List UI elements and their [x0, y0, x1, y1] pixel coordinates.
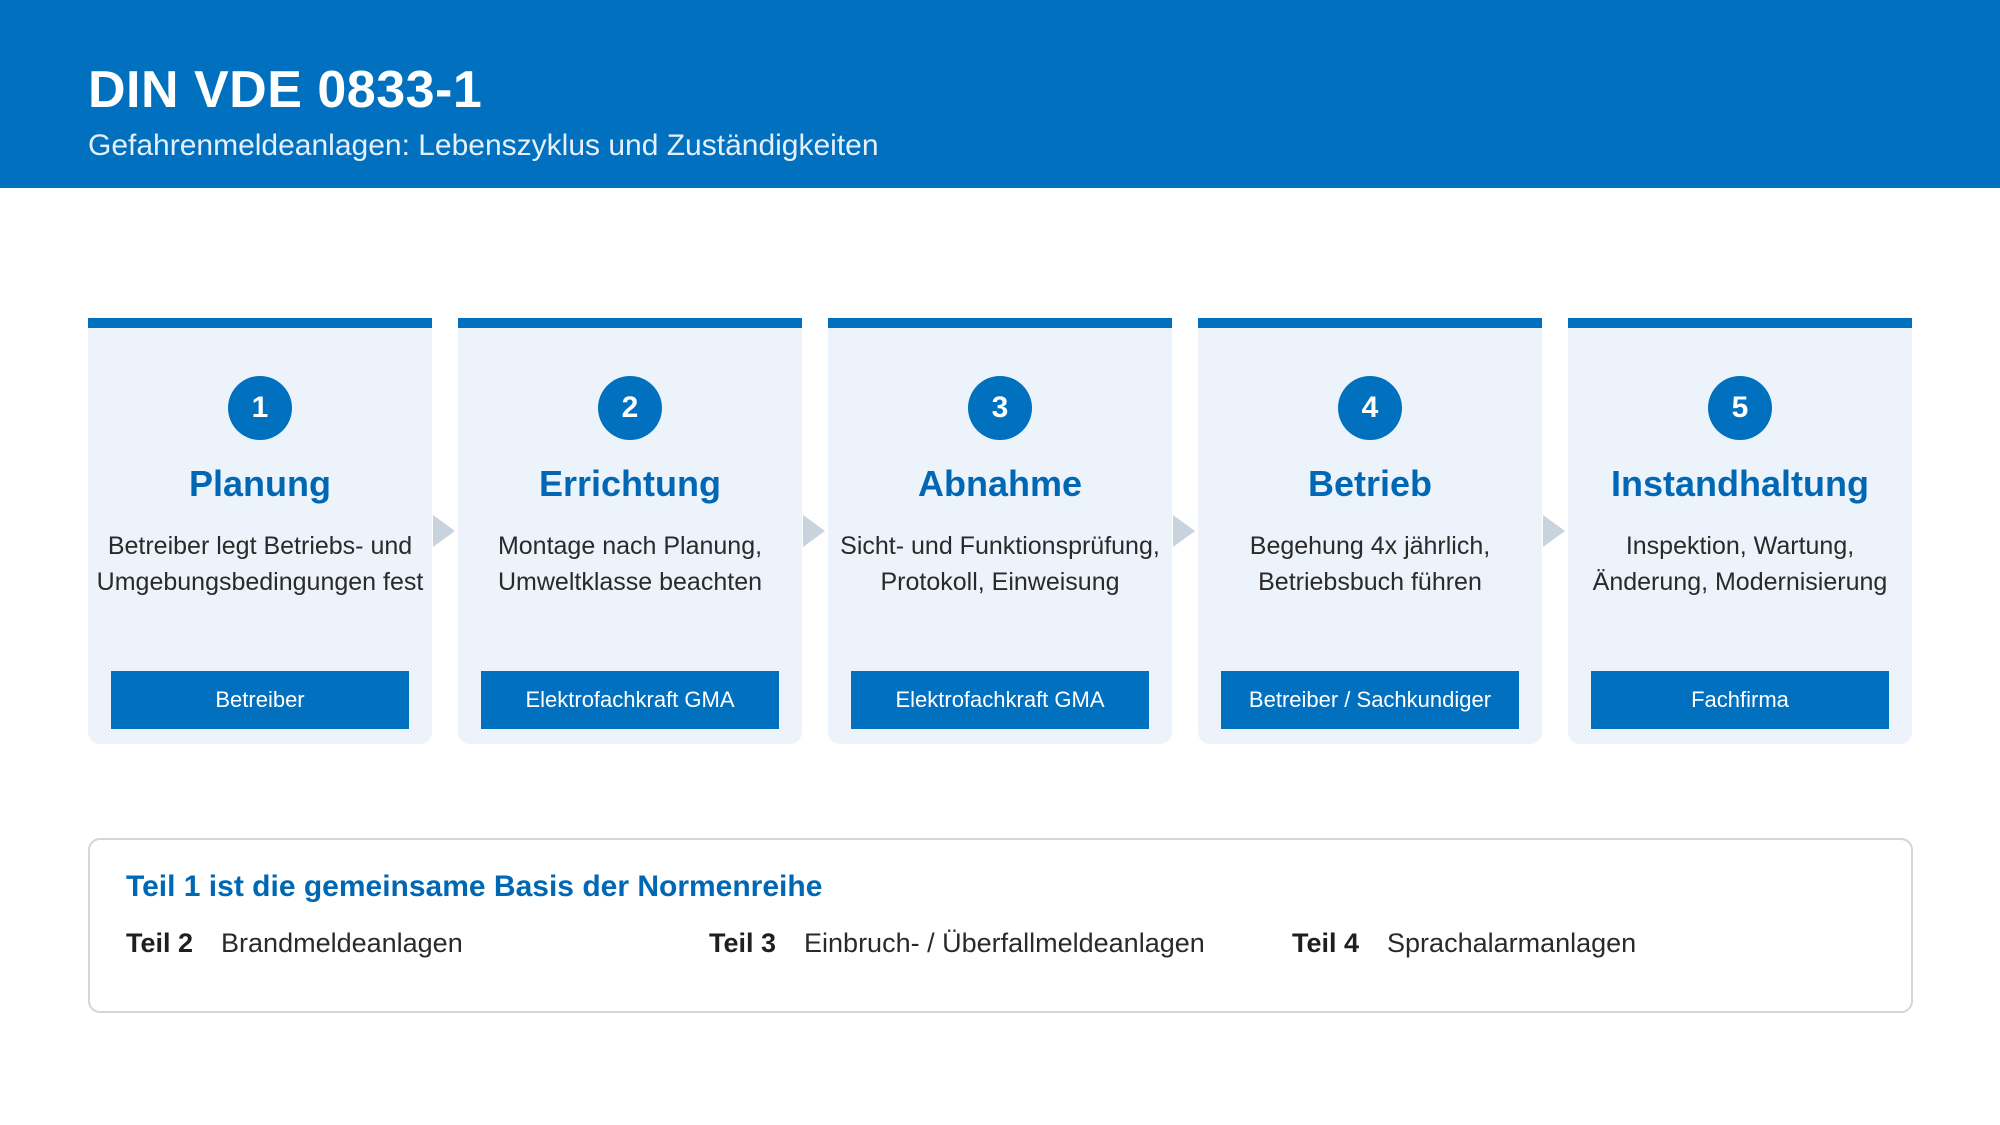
role-button-betreiber-sachkundiger[interactable]: Betreiber / Sachkundiger [1221, 671, 1519, 729]
step-card-errichtung [458, 318, 802, 744]
step-card-abnahme [828, 318, 1172, 744]
step-description [1572, 528, 1908, 600]
step-title: Errichtung [538, 463, 721, 504]
step-number-badge: 5 [1708, 376, 1772, 440]
step-number-badge: 1 [228, 376, 292, 440]
step-card-planung [88, 318, 432, 744]
step-title: Planung [189, 463, 331, 504]
step-number-badge: 4 [1338, 376, 1402, 440]
page-subtitle: Gefahrenmeldeanlagen: Lebenszyklus und Zuständigkeiten [88, 129, 879, 162]
step-description-line: Protokoll, Einweisung [880, 568, 1120, 596]
part-number: Teil 4 [1292, 928, 1360, 958]
part-item [1292, 928, 1636, 959]
step-description-line: Sicht- und Funktionsprüfung, [840, 532, 1160, 560]
role-button-fachfirma[interactable]: Fachfirma [1591, 671, 1889, 729]
step-card-betrieb [1198, 318, 1542, 744]
step-number-badge: 3 [968, 376, 1032, 440]
page-title: DIN VDE 0833-1 [88, 61, 483, 119]
role-button-elektrofachkraft[interactable]: Elektrofachkraft GMA [851, 671, 1149, 729]
step-description [92, 528, 428, 600]
page-header [0, 0, 2000, 188]
step-description-line: Inspektion, Wartung, [1625, 532, 1855, 560]
flow-arrow-icon [803, 515, 825, 547]
step-description-line: Begehung 4x jährlich, [1249, 532, 1491, 560]
step-title: Abnahme [917, 463, 1083, 504]
step-description [462, 528, 798, 600]
part-label: Sprachalarmanlagen [1387, 928, 1637, 958]
role-button-betreiber[interactable]: Betreiber [111, 671, 409, 729]
step-description [1202, 528, 1538, 600]
role-button-elektrofachkraft[interactable]: Elektrofachkraft GMA [481, 671, 779, 729]
step-title: Instandhaltung [1611, 463, 1869, 504]
step-card-instandhaltung [1568, 318, 1912, 744]
info-heading: Teil 1 ist die gemeinsame Basis der Normenreihe [126, 870, 823, 903]
step-description-line: Betreiber legt Betriebs- und [107, 532, 413, 560]
part-item [709, 928, 1205, 959]
flow-arrow-icon [1543, 515, 1565, 547]
step-number-badge: 2 [598, 376, 662, 440]
part-number: Teil 3 [709, 928, 777, 958]
part-label: Einbruch- / Überfallmeldeanlagen [804, 928, 1205, 958]
step-description-line: Montage nach Planung, [497, 532, 763, 560]
step-description-line: Betriebsbuch führen [1258, 568, 1482, 596]
standard-series-info-box [88, 838, 1913, 1013]
step-title: Betrieb [1307, 463, 1433, 504]
lifecycle-flow [88, 318, 1912, 744]
part-label: Brandmeldeanlagen [221, 928, 463, 958]
flow-arrow-icon [1173, 515, 1195, 547]
part-number: Teil 2 [126, 928, 194, 958]
step-description [832, 528, 1168, 600]
flow-arrow-icon [433, 515, 455, 547]
part-item [126, 928, 463, 959]
step-description-line: Änderung, Modernisierung [1592, 568, 1888, 596]
step-description-line: Umgebungsbedingungen fest [96, 568, 424, 596]
step-description-line: Umweltklasse beachten [497, 568, 762, 596]
